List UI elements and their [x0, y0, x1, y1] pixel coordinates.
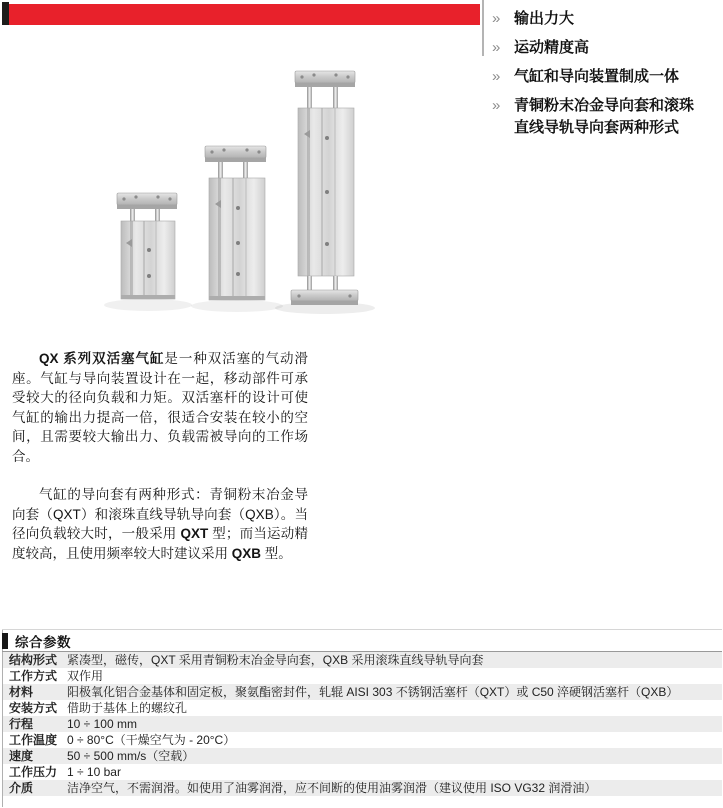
cylinder-small — [117, 193, 177, 299]
table-row — [3, 780, 722, 796]
product-description — [12, 349, 308, 582]
section-title: 综合参数 — [15, 634, 71, 650]
description-paragraph-2: 气缸的导向套有两种形式：青铜粉末冶金导向套（QXT）和滚珠直线导轨导向套（QXB）。当径向负载较大时，一般采用 QXT 型；而当运动精度较高，且使用频率较大时建议采用 QXB 型。 — [12, 487, 308, 561]
row-value: 借助于基体上的螺纹孔 — [67, 701, 188, 715]
row-value: 10 ÷ 100 mm — [67, 717, 137, 731]
feature-text: 青铜粉末冶金导向套和滚珠直线导轨导向套两种形式 — [514, 97, 695, 136]
table-row — [3, 716, 722, 732]
cylinder-medium — [205, 146, 266, 300]
model-qxt: QXT — [180, 526, 209, 541]
feature-item — [492, 8, 716, 30]
table-row — [3, 668, 722, 684]
feature-item — [492, 66, 716, 88]
feature-column-divider — [482, 0, 484, 56]
row-value: 50 ÷ 500 mm/s（空载） — [67, 749, 195, 763]
table-row — [3, 700, 722, 716]
table-row — [3, 732, 722, 748]
row-label: 介质 — [9, 781, 34, 795]
feature-item — [492, 37, 716, 59]
row-label: 行程 — [9, 717, 34, 731]
row-value: 0 ÷ 80°C（干燥空气为 - 20°C） — [67, 733, 236, 747]
page-accent-red-bar — [9, 4, 480, 25]
row-label: 安装方式 — [9, 701, 58, 715]
table-row — [3, 684, 722, 700]
row-label: 工作方式 — [9, 669, 58, 683]
feature-text: 运动精度高 — [514, 39, 590, 56]
row-label: 速度 — [9, 749, 34, 763]
series-name: QX 系列双活塞气缸 — [39, 351, 165, 366]
feature-text: 气缸和导向装置制成一体 — [514, 68, 680, 85]
table-row — [3, 764, 722, 780]
feature-text: 输出力大 — [514, 10, 575, 27]
cylinder-large — [291, 71, 358, 305]
chevron-bullet-icon: » — [492, 97, 501, 114]
row-value: 1 ÷ 10 bar — [67, 765, 121, 779]
spec-rows — [3, 652, 722, 796]
row-label: 结构形式 — [9, 653, 58, 667]
table-row — [3, 652, 722, 668]
row-value: 双作用 — [67, 669, 104, 683]
chevron-bullet-icon: » — [492, 68, 501, 85]
chevron-bullet-icon: » — [492, 39, 501, 56]
product-image-qx-cylinders — [85, 58, 485, 320]
row-value: 洁净空气，不需润滑。如使用了油雾润滑，应不间断的使用油雾润滑（建议使用 ISO VG32 润滑油） — [67, 781, 597, 795]
row-label: 工作压力 — [9, 765, 58, 779]
general-parameters-section — [2, 629, 722, 807]
row-value: 紧凑型，磁传，QXT 采用青铜粉末冶金导向套，QXB 采用滚珠直线导轨导向套 — [67, 653, 484, 667]
section-header — [2, 629, 722, 652]
header-accent-bar — [2, 633, 8, 649]
row-label: 材料 — [9, 685, 34, 699]
description-paragraph-1: QX 系列双活塞气缸是一种双活塞的气动滑座。气缸与导向装置设计在一起，移动部件可承受较大的径向负载和力矩。双活塞杆的设计可使气缸的输出力提高一倍，很适合安装在较小的空间，且需要较大输出力、负载需被导向的工作场合。 — [12, 351, 309, 464]
page-accent-black-bar — [2, 2, 9, 25]
row-label: 工作温度 — [9, 733, 58, 747]
chevron-bullet-icon: » — [492, 10, 501, 27]
feature-list — [492, 8, 716, 146]
table-row — [3, 748, 722, 764]
model-qxb: QXB — [231, 545, 262, 561]
feature-item — [492, 95, 716, 139]
row-value: 阳极氧化铝合金基体和固定板，聚氨酯密封件，轧辊 AISI 303 不锈钢活塞杆（QXT）或 C50 淬硬钢活塞杆（QXB） — [67, 685, 679, 699]
